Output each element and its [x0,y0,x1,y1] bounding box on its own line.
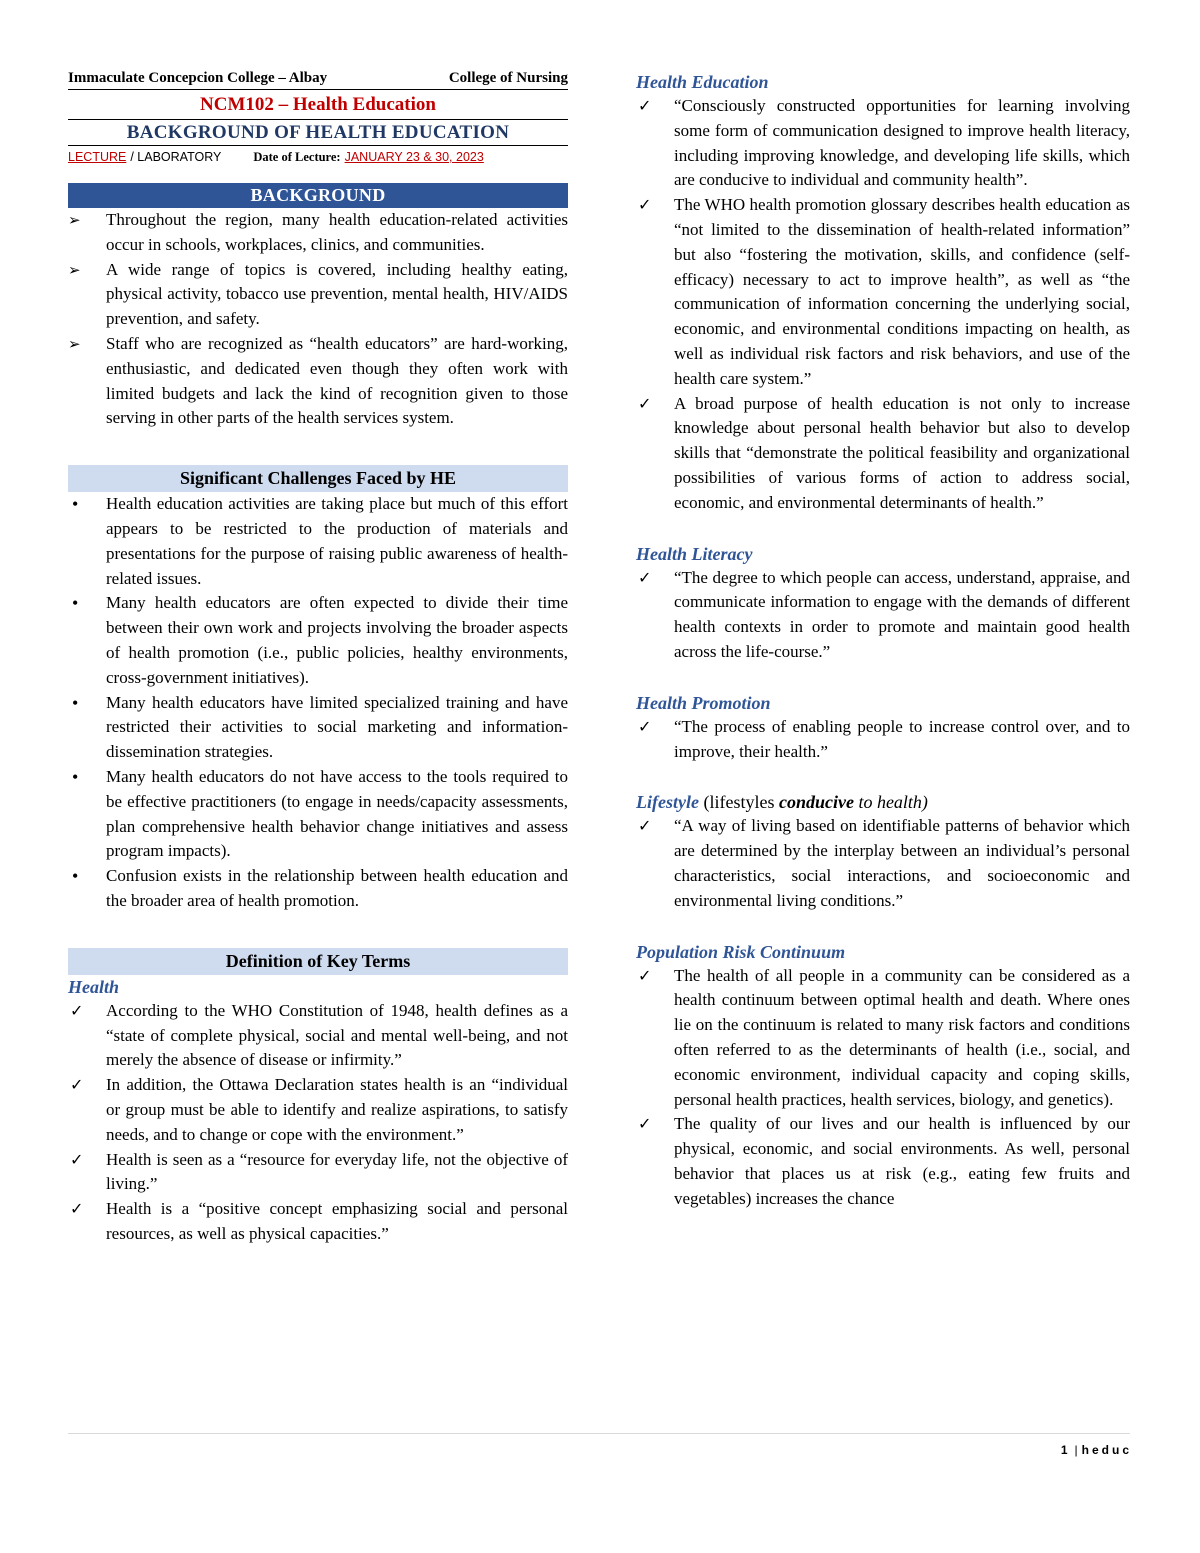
term-heading-health: Health [68,976,120,997]
left-column [68,66,568,1247]
challenges-list [68,492,568,914]
college-name: College of Nursing [448,70,568,86]
list-item: • Many health educators do not have access to the tools required to be effective practitioners (to engage in needs/capacity assessments, plan comprehensive health behavior change initiatives and assess program impacts). [68,765,568,864]
health-literacy-list [636,566,1130,665]
checkmark-icon [68,1148,106,1173]
list-item: • Many health educators are often expected to divide their time between their own work and projects involving the broader aspects of health promotion (i.e., public policies, healthy environments, cross-government initiatives). [68,591,568,690]
lifestyle-list [636,814,1130,913]
term-heading-health-education: Health Education [636,72,769,92]
bullet-dot-icon [68,864,106,890]
document-header [68,66,568,90]
list-item: • Many health educators have limited specialized training and have restricted their activities to social marketing and information-dissemination strategies. [68,691,568,765]
list-item: ✓ The health of all people in a community can be considered as a health continuum between optimal health and death. Where ones lie on the continuum is related to many risk factors and conditions often referred to as the determinants of health (i.e., social, and economic environment, individual capacity and coping skills, personal health practices, health services, biology, and genetics). [636,964,1130,1113]
arrow-bullet-icon [68,332,106,357]
date-label: Date of Lecture: [253,150,341,164]
right-column [636,70,1130,1211]
topic-title: BACKGROUND OF HEALTH EDUCATION [68,119,568,146]
list-item: ➢ Throughout the region, many health education-related activities occur in schools, workplaces, clinics, and communities. [68,208,568,258]
list-item: ✓ “A way of living based on identifiable patterns of behavior which are determined by the interplay between an individual’s personal characteristics, social interactions, and socioeconomic and environmental living conditions.” [636,814,1130,913]
checkmark-icon [636,964,674,989]
footer-divider [68,1433,1130,1434]
lecture-label: LECTURE [68,150,127,164]
list-item: • Confusion exists in the relationship between health education and the broader area of health promotion. [68,864,568,914]
list-item: ✓ The quality of our lives and our health is influenced by our physical, economic, and social environments. As well, personal behavior that places us at risk (e.g., eating few fruits and vegetables) increases the chance [636,1112,1130,1211]
footer-code: heduc [1081,1443,1132,1457]
list-item: ✓ Health is seen as a “resource for everyday life, not the objective of living.” [68,1148,568,1198]
arrow-bullet-icon [68,258,106,283]
term-heading-health-literacy: Health Literacy [636,543,753,564]
checkmark-icon [636,392,674,417]
list-item: ✓ Health is a “positive concept emphasizing social and personal resources, as well as physical capacities.” [68,1197,568,1247]
health-education-list [636,94,1130,516]
section-band-key-terms: Definition of Key Terms [68,948,568,975]
bullet-dot-icon [68,691,106,717]
section-band-background: BACKGROUND [68,183,568,208]
section-band-challenges: Significant Challenges Faced by HE [68,465,568,492]
population-risk-list [636,964,1130,1212]
date-value: JANUARY 23 & 30, 2023 [344,150,484,164]
arrow-bullet-icon [68,208,106,233]
term-heading-population-risk: Population Risk Continuum [636,941,846,962]
checkmark-icon [636,566,674,591]
bullet-dot-icon [68,591,106,617]
list-item: ✓ A broad purpose of health education is not only to increase knowledge about personal health behavior but also to develop skills that “demonstrate the political feasibility and organizational possibilities of various forms of action to address social, economic, and environmental determinants of health.” [636,392,1130,516]
lecture-line [68,150,568,165]
checkmark-icon [68,999,106,1024]
background-list [68,208,568,431]
course-title: NCM102 – Health Education [200,94,436,115]
checkmark-icon [68,1197,106,1222]
laboratory-label: / LABORATORY [130,150,222,164]
checkmark-icon [636,715,674,740]
list-item: ✓ According to the WHO Constitution of 1948, health defines as a “state of complete physical, social and mental well-being, and not merely the absence of disease or infirmity.” [68,999,568,1073]
checkmark-icon [636,193,674,218]
checkmark-icon [68,1073,106,1098]
list-item: • Health education activities are taking place but much of this effort appears to be restricted to the production of materials and presentations for the purpose of raising public awareness of health-related issues. [68,492,568,591]
health-list [68,999,568,1247]
list-item: ➢ A wide range of topics is covered, including healthy eating, physical activity, tobacco use prevention, mental health, HIV/AIDS prevention, and safety. [68,258,568,332]
footer-separator: | [1074,1443,1078,1457]
list-item: ✓ “Consciously constructed opportunities for learning involving some form of communication designed to improve health literacy, including improving knowledge, and developing life skills, which are conducive to individual and community health”. [636,94,1130,193]
list-item: ✓ “The degree to which people can access, understand, appraise, and communicate information to engage with the demands of different health contexts in order to promote and maintain good health across the life-course.” [636,566,1130,665]
term-heading-health-promotion: Health Promotion [636,692,771,713]
page-footer [1061,1443,1132,1457]
list-item: ➢ Staff who are recognized as “health educators” are hard-working, enthusiastic, and dedicated even though they often work with limited budgets and lack the kind of recognition given to those serving in other parts of the health services system. [68,332,568,431]
bullet-dot-icon [68,765,106,791]
checkmark-icon [636,814,674,839]
bullet-dot-icon [68,492,106,518]
list-item: ✓ “The process of enabling people to increase control over, and to improve, their health.” [636,715,1130,765]
list-item: ✓ In addition, the Ottawa Declaration states health is an “individual or group must be able to identify and realize aspirations, to satisfy needs, and to change or cope with the environment.” [68,1073,568,1147]
list-item: ✓ The WHO health promotion glossary describes health education as “not limited to the dissemination of health-related information” but also “fostering the motivation, skills, and confidence (self-efficacy) necessary to act to improve health”, as well as “the communication of information concerning the underlying social, economic, and environmental conditions impacting on health, as well as individual risk factors and risk behaviors, and use of the health care system.” [636,193,1130,391]
health-promotion-list [636,715,1130,765]
page-number: 1 [1060,1443,1071,1457]
checkmark-icon [636,1112,674,1137]
school-name: Immaculate Concepcion College – Albay [68,70,328,86]
term-heading-lifestyle: Lifestyle (lifestyles conducive to health) [636,792,928,813]
checkmark-icon [636,94,674,119]
